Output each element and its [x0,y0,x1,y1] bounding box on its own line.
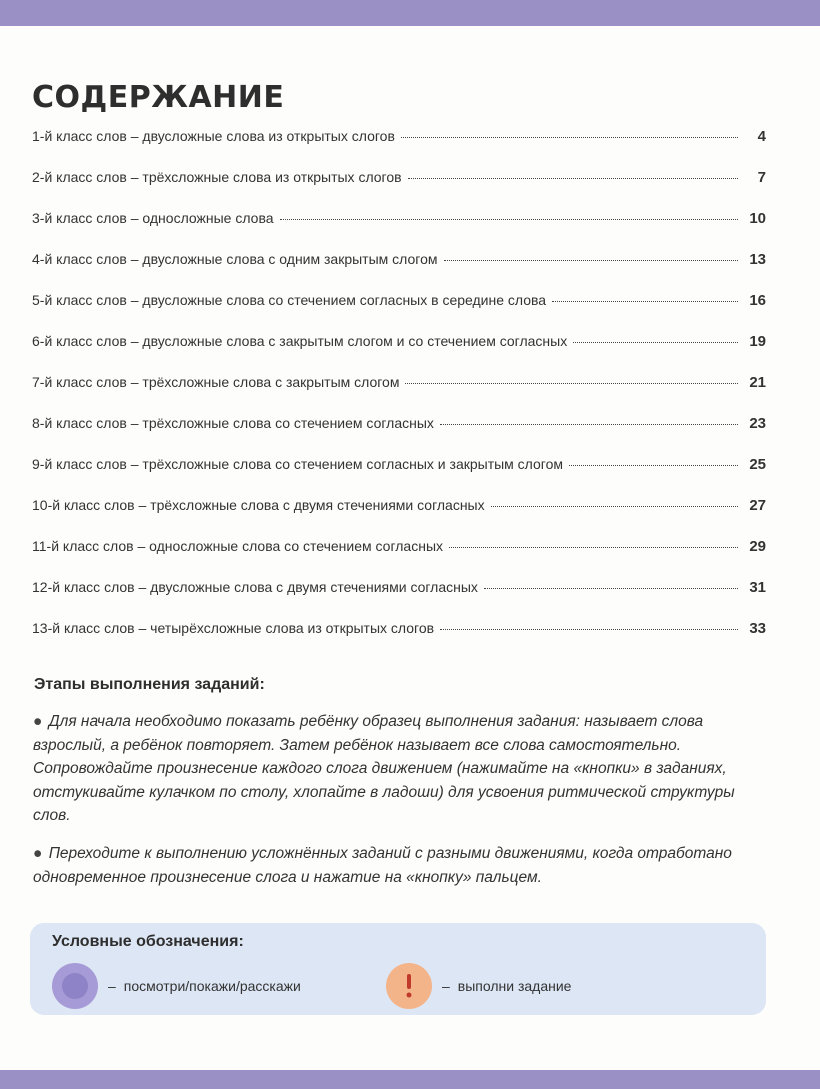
toc-page-number: 13 [749,251,766,268]
toc-leader-dots [440,424,738,425]
toc-leader-dots [484,588,738,589]
toc-leader-dots [440,629,738,630]
toc-row[interactable] [32,374,766,415]
toc-leader-dots [449,547,738,548]
toc-leader-dots [280,219,738,220]
toc-row[interactable] [32,169,766,210]
toc-leader-dots [401,137,738,138]
toc-row[interactable] [32,456,766,497]
toc-page-number: 21 [749,374,766,391]
instruction-paragraph-2 [33,842,773,889]
legend-dash: – [108,978,116,994]
legend-item-look [52,963,301,1009]
toc-entry-text: 11-й класс слов – односложные слова со стечением согласных [32,538,444,554]
toc-row[interactable] [32,497,766,538]
eye-circle-icon [52,963,98,1009]
toc-leader-dots [408,178,738,179]
toc-row[interactable] [32,620,766,661]
legend-label-task: выполни задание [457,978,572,994]
legend-box [30,923,766,1015]
toc-page-number: 10 [749,210,766,227]
toc-row[interactable] [32,128,766,169]
page-title: СОДЕРЖАНИЕ [32,80,285,115]
toc-entry-text: 2-й класс слов – трёхсложные слова из открытых слогов [32,169,402,185]
bullet-icon: ● [33,845,43,862]
toc-page-number: 33 [749,620,766,637]
toc-entry-text: 6-й класс слов – двусложные слова с закрытым слогом и со стечением согласных [32,333,568,349]
table-of-contents [32,128,766,661]
toc-page-number: 29 [749,538,766,555]
instruction-text-2: Переходите к выполнению усложнённых заданий с разными движениями, когда отработано одновременное произнесение слога и нажатие на «кнопку» пальцем. [33,845,732,886]
toc-entry-text: 1-й класс слов – двусложные слова из открытых слогов [32,128,395,144]
toc-entry-text: 9-й класс слов – трёхсложные слова со стечением согласных и закрытым слогом [32,456,564,472]
toc-leader-dots [569,465,738,466]
toc-page-number: 27 [749,497,766,514]
top-color-band [0,0,820,26]
toc-entry-text: 8-й класс слов – трёхсложные слова со стечением согласных [32,415,434,431]
toc-page-number: 23 [749,415,766,432]
exclamation-icon [386,963,432,1009]
toc-leader-dots [552,301,738,302]
instruction-paragraph-1 [33,710,773,828]
toc-leader-dots [405,383,738,384]
toc-row[interactable] [32,210,766,251]
toc-entry-text: 13-й класс слов – четырёхсложные слова из открытых слогов [32,620,435,636]
legend-dash: – [442,978,450,994]
toc-page-number: 7 [757,169,766,186]
toc-row[interactable] [32,415,766,456]
bullet-icon: ● [33,713,43,730]
toc-row[interactable] [32,292,766,333]
legend-item-task [386,963,571,1009]
toc-row[interactable] [32,251,766,292]
toc-page-number: 31 [749,579,766,596]
toc-entry-text: 5-й класс слов – двусложные слова со стечением согласных в середине слова [32,292,547,308]
toc-entry-text: 10-й класс слов – трёхсложные слова с двумя стечениями согласных [32,497,485,513]
toc-page-number: 4 [757,128,766,145]
toc-entry-text: 7-й класс слов – трёхсложные слова с закрытым слогом [32,374,400,390]
toc-row[interactable] [32,333,766,374]
toc-leader-dots [491,506,738,507]
toc-entry-text: 3-й класс слов – односложные слова [32,210,274,226]
toc-page-number: 19 [749,333,766,350]
instruction-text-1: Для начала необходимо показать ребёнку образец выполнения задания: называет слова взрослый, а ребёнок повторяет. Затем ребёнок называет все слова самостоятельно. Сопровождайте произнесение каждого слога движением (нажимайте на «кнопки» в заданиях, отстукивайте кулачком по столу, хлопайте в ладоши) для усвоения ритмической структуры слов. [33,713,735,824]
bottom-color-band [0,1070,820,1089]
toc-page-number: 16 [749,292,766,309]
toc-row[interactable] [32,538,766,579]
toc-leader-dots [573,342,738,343]
toc-leader-dots [444,260,739,261]
toc-entry-text: 4-й класс слов – двусложные слова с одним закрытым слогом [32,251,438,267]
legend-label-look: посмотри/покажи/расскажи [123,978,301,994]
toc-entry-text: 12-й класс слов – двусложные слова с двумя стечениями согласных [32,579,478,595]
toc-row[interactable] [32,579,766,620]
stages-heading: Этапы выполнения заданий: [34,676,265,693]
toc-page-number: 25 [749,456,766,473]
legend-title: Условные обозначения: [52,933,244,950]
